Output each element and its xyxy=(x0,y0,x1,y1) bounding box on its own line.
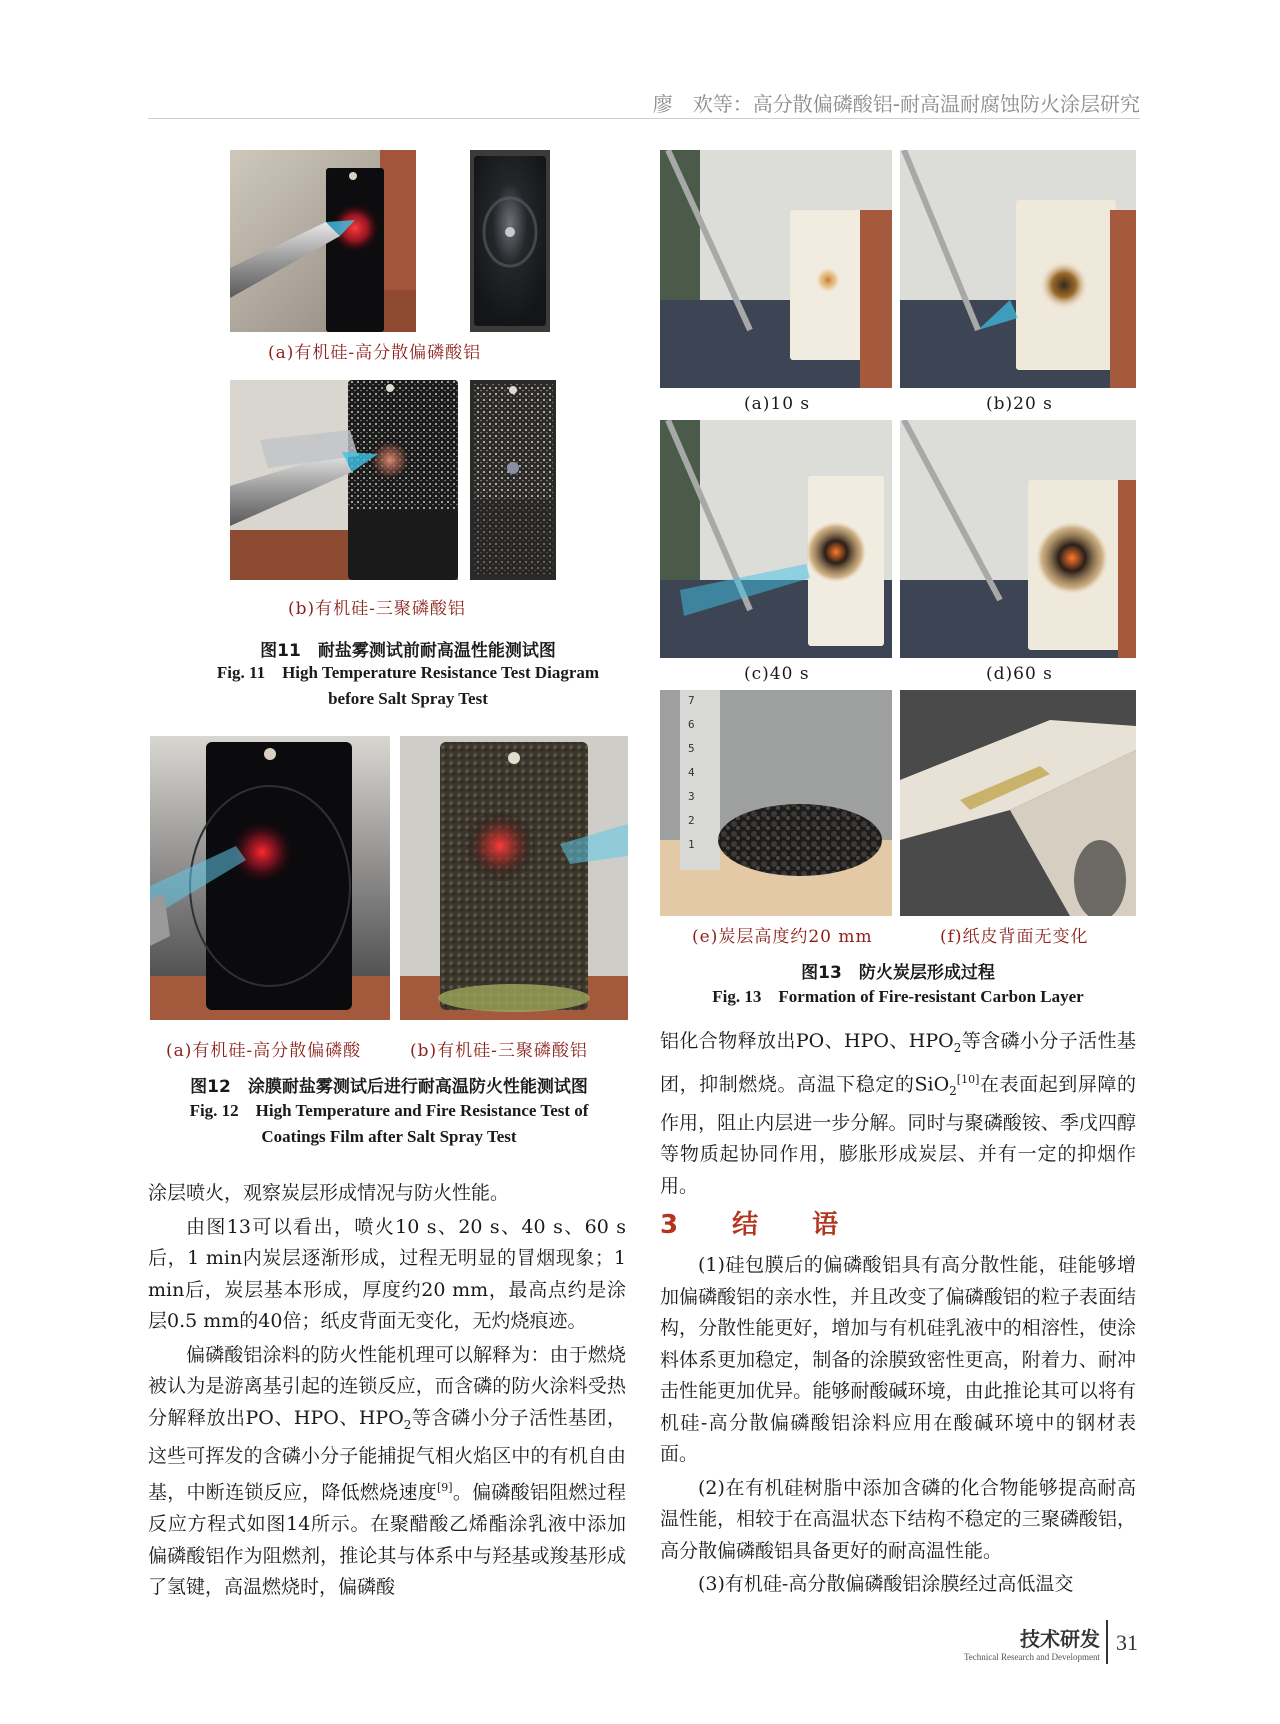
footer-divider xyxy=(1106,1620,1108,1664)
right-column-text-conclusions xyxy=(660,1250,1136,1601)
fig13-caption-d: (d)60 s xyxy=(986,664,1053,684)
fig13-caption-f: (f)纸皮背面无变化 xyxy=(940,927,1089,947)
fig11b-photo-main xyxy=(230,380,458,580)
right-column-text-top xyxy=(660,1026,1136,1202)
fig13-title-cn: 图13 防火炭层形成过程 xyxy=(801,963,995,983)
ruler-digit: 2 xyxy=(688,814,695,827)
running-header: 廖 欢等：高分散偏磷酸铝-耐高温耐腐蚀防火涂层研究 xyxy=(652,92,1140,116)
paragraph: 涂层喷火，观察炭层形成情况与防火性能。 xyxy=(148,1182,510,1204)
ruler-digit: 5 xyxy=(688,742,695,755)
fig11-caption-b: (b)有机硅-三聚磷酸铝 xyxy=(288,599,466,619)
ruler-digit: 3 xyxy=(688,790,695,803)
fig12-caption-b: (b)有机硅-三聚磷酸铝 xyxy=(410,1041,588,1061)
fig12a-photo xyxy=(150,736,390,1020)
footer-section-cn: 技术研发 xyxy=(1020,1627,1100,1651)
fig12-caption-a: (a)有机硅-高分散偏磷酸 xyxy=(166,1041,362,1061)
ruler-digit: 4 xyxy=(688,766,695,779)
page-number: 31 xyxy=(1116,1630,1138,1655)
fig13c-photo xyxy=(660,420,892,658)
conclusion-1: (1)硅包膜后的偏磷酸铝具有高分散性能，硅能够增加偏磷酸铝的亲水性，并且改变了偏磷酸铝的粒子表面结构，分散性能更好，增加与有机硅乳液中的相溶性，使涂料体系更加稳定，制备的涂膜致密性更高，附着力、耐冲击性能更加优异。能够耐酸碱环境，由此推论其可以将有机硅-高分散偏磷酸铝涂料应用在酸碱环境中的钢材表面。 xyxy=(660,1254,1136,1465)
fig11-title-en-2: before Salt Spray Test xyxy=(328,689,488,708)
footer-section-en: Technical Research and Development xyxy=(963,1652,1100,1662)
header-divider xyxy=(148,118,1140,119)
fig13-caption-b: (b)20 s xyxy=(986,394,1053,414)
paragraph: 铝化合物释放出PO、HPO、$HPO_2$等含磷小分子活性基团，抑制燃烧。高温下稳定的SiO$_2$[10]在表面起到屏障的作用，阻止内层进一步分解。同时与聚磷酸铵、季戊四醇等物质起协同作用，膨胀形成炭层、并有一定的抑烟作用。 xyxy=(660,1030,1136,1197)
fig12-title-cn: 图12 涂膜耐盐雾测试后进行耐高温防火性能测试图 xyxy=(190,1077,588,1097)
fig13d-photo xyxy=(900,420,1136,658)
fig11a-photo-back xyxy=(470,150,550,332)
fig13-title-en: Fig. 13 Formation of Fire-resistant Carbon Layer xyxy=(712,987,1084,1006)
fig13e-photo xyxy=(660,690,892,916)
ruler-digit: 7 xyxy=(688,694,695,707)
fig11-caption-a: (a)有机硅-高分散偏磷酸铝 xyxy=(268,343,482,363)
ruler-digit: 1 xyxy=(688,838,695,851)
fig13b-photo xyxy=(900,150,1136,388)
ruler-digit: 6 xyxy=(688,718,695,731)
fig12-title-en-1: Fig. 12 High Temperature and Fire Resistance Test of xyxy=(189,1101,589,1120)
left-column-text xyxy=(148,1178,626,1604)
fig11a-photo-main xyxy=(230,150,416,332)
conclusion-2: (2)在有机硅树脂中添加含磷的化合物能够提高耐高温性能，相较于在高温状态下结构不稳定的三聚磷酸铝，高分散偏磷酸铝具备更好的耐高温性能。 xyxy=(660,1476,1136,1562)
paragraph: 由图13可以看出，喷火10 s、20 s、40 s、60 s后，1 min内炭层逐渐形成，过程无明显的冒烟现象；1 min后，炭层基本形成，厚度约20 mm，最高点约是涂层0.5 mm的40倍；纸皮背面无变化，无灼烧痕迹。 xyxy=(148,1215,626,1332)
fig13-caption-e: (e)炭层高度约20 mm xyxy=(692,927,873,947)
fig12-title-en-2: Coatings Film after Salt Spray Test xyxy=(261,1127,517,1146)
fig11b-photo-back xyxy=(470,380,556,580)
section-title: 3 结 语 xyxy=(660,1210,853,1240)
paragraph: 偏磷酸铝涂料的防火性能机理可以解释为：由于燃烧被认为是游离基引起的连锁反应，而含磷的防火涂料受热分解释放出PO、HPO、$HPO_2$等含磷小分子活性基团，这些可挥发的含磷小分子能捕捉气相火焰区中的有机自由基，中断连锁反应，降低燃烧速度[9]。偏磷酸铝阻燃过程反应方程式如图14所示。在聚醋酸乙烯酯涂乳液中添加偏磷酸铝作为阻燃剂，推论其与体系中与羟基或羧基形成了氢键，高温燃烧时，偏磷酸 xyxy=(148,1343,626,1599)
fig11-title-en-1: Fig. 11 High Temperature Resistance Test Diagram xyxy=(216,663,600,682)
fig13-caption-a: (a)10 s xyxy=(744,394,811,414)
conclusion-3: (3)有机硅-高分散偏磷酸铝涂膜经过高低温交 xyxy=(698,1573,1074,1595)
fig11-title-cn: 图11 耐盐雾测试前耐高温性能测试图 xyxy=(260,641,556,661)
fig13-caption-c: (c)40 s xyxy=(744,664,810,684)
fig13a-photo xyxy=(660,150,892,388)
fig13f-photo xyxy=(900,690,1136,916)
fig12b-photo xyxy=(400,736,628,1020)
